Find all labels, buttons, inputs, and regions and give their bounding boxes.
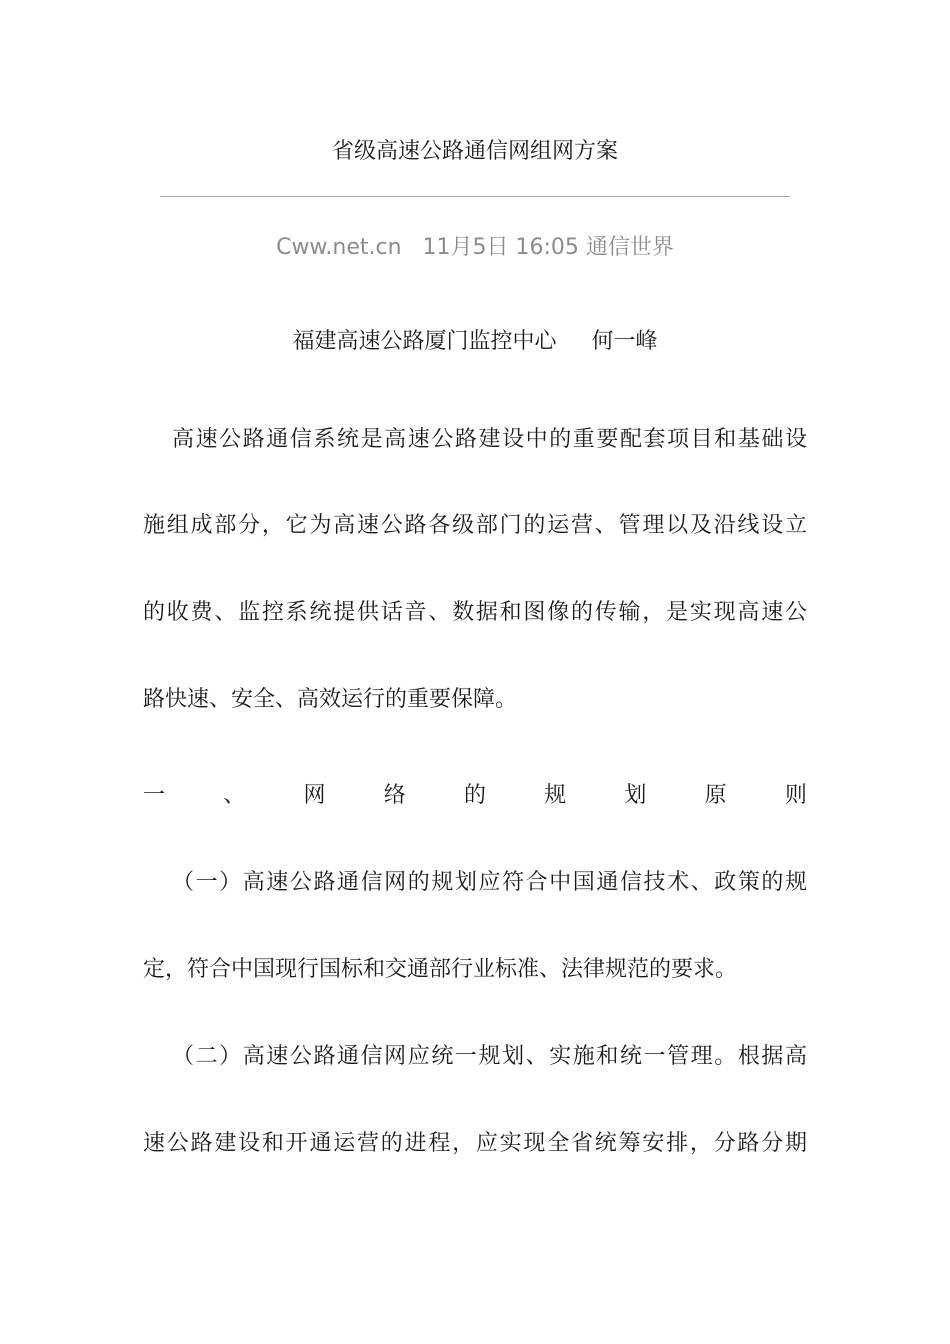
paragraph-line: 路快速、安全、高效运行的重要保障。 bbox=[143, 687, 518, 712]
heading-char: 则 bbox=[784, 783, 807, 808]
paragraph-line: （一）高速公路通信网的规划应符合中国通信技术、政策的规 bbox=[172, 870, 807, 895]
heading-char: 原 bbox=[704, 783, 727, 808]
heading-char: 、 bbox=[223, 783, 246, 808]
heading-char: 划 bbox=[624, 783, 647, 808]
heading-char: 规 bbox=[544, 783, 567, 808]
paragraph-line: 速公路建设和开通运营的进程，应实现全省统筹安排，分路分期 bbox=[143, 1131, 807, 1156]
paragraph-line: 施组成部分，它为高速公路各级部门的运营、管理以及沿线设立 bbox=[143, 513, 807, 538]
paragraph-line: （二）高速公路通信网应统一规划、实施和统一管理。根据高 bbox=[172, 1044, 807, 1069]
paragraph-line: 的收费、监控系统提供话音、数据和图像的传输，是实现高速公 bbox=[143, 600, 807, 625]
author-byline: 福建高速公路厦门监控中心 何一峰 bbox=[292, 329, 658, 354]
title-divider bbox=[160, 196, 790, 197]
heading-char: 网 bbox=[303, 783, 326, 808]
paragraph-line: 高速公路通信系统是高速公路建设中的重要配套项目和基础设 bbox=[172, 427, 807, 452]
source-meta: Cww.net.cn 11月5日 16:05 通信世界 bbox=[276, 235, 674, 260]
document-title: 省级高速公路通信网组网方案 bbox=[331, 139, 618, 164]
heading-char: 络 bbox=[383, 783, 406, 808]
heading-char: 的 bbox=[463, 783, 486, 808]
section-heading bbox=[143, 780, 807, 812]
paragraph-line: 定，符合中国现行国标和交通部行业标准、法律规范的要求。 bbox=[143, 957, 738, 982]
heading-char: 一 bbox=[143, 783, 166, 808]
